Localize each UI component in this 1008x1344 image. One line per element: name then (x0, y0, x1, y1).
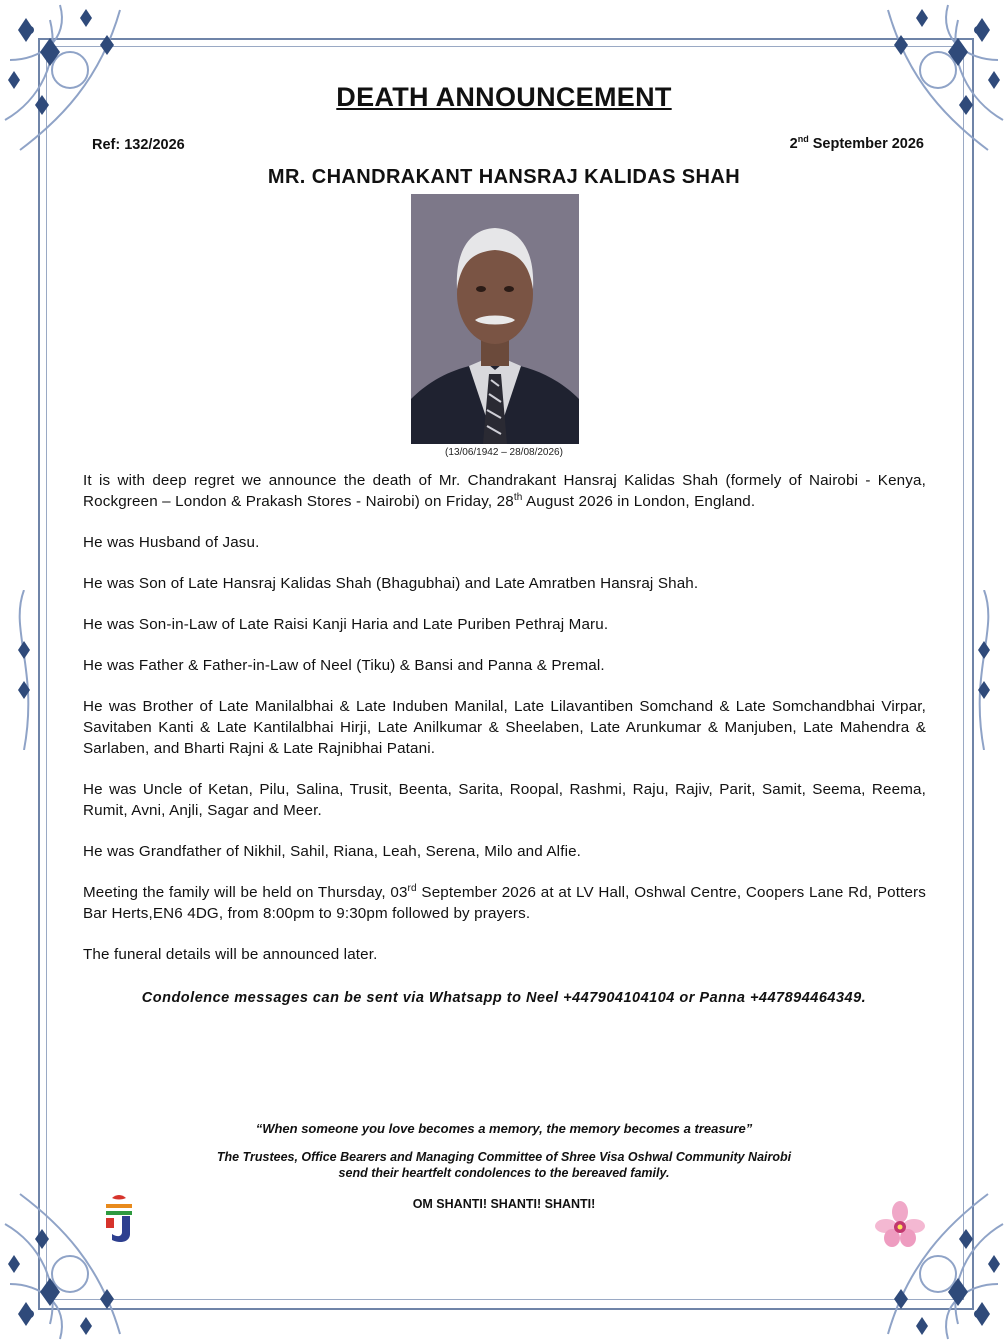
paragraph-in-laws: He was Son-in-Law of Late Raisi Kanji Haria and Late Puriben Pethraj Maru. (83, 616, 609, 633)
paragraph-siblings: He was Brother of Late Manilalbhai & Late Induben Manilal, Late Lilavantiben Somchand & Late Somchandbhai Virpar, Savitaben Kanti & Late Kantilalbhai Hirji, Late Anilkumar & Sheelaben, Late Arunkumar & Manjuben, Late Mahendra & Sarlaben, and Bharti Rajni & Late Rajnibhai Patani. (83, 698, 926, 757)
paragraph-meeting: Meeting the family will be held on Thursday, 03rd September 2026 at at LV Hall, Oshwal Centre, Coopers Lane Rd, Potters Bar Herts,EN6 4DG, from 8:00pm to 9:30pm followed by prayers. (83, 882, 926, 922)
deceased-name: MR. CHANDRAKANT HANSRAJ KALIDAS SHAH (267, 166, 741, 188)
paragraph-parents: He was Son of Late Hansraj Kalidas Shah (Bhagubhai) and Late Amratben Hansraj Shah. (83, 575, 699, 592)
life-dates: (13/06/1942 – 28/08/2026) (445, 447, 563, 458)
trustees-line: The Trustees, Office Bearers and Managing Committee of Shree Visa Oshwal Community Nairobi (216, 1150, 792, 1164)
memorial-quote: “When someone you love becomes a memory, the memory becomes a treasure” (255, 1121, 753, 1136)
portrait-photo (411, 194, 579, 444)
paragraph-funeral: The funeral details will be announced later. (83, 946, 378, 963)
paragraph-nephews-nieces: He was Uncle of Ketan, Pilu, Salina, Trusit, Beenta, Sarita, Roopal, Rashmi, Raju, Rajiv, Parit, Samit, Seema, Reema, Rumit, Avni, Anjli, Sagar and Meer. (83, 781, 926, 819)
trustees-line: send their heartfelt condolences to the bereaved family. (338, 1166, 670, 1180)
paragraph-grandchildren: He was Grandfather of Nikhil, Sahil, Riana, Leah, Serena, Milo and Alfie. (83, 843, 582, 860)
paragraph-children: He was Father & Father-in-Law of Neel (Tiku) & Bansi and Panna & Premal. (83, 657, 605, 674)
om-shanti: OM SHANTI! SHANTI! SHANTI! (412, 1197, 596, 1211)
announcement-date: 2nd September 2026 (789, 134, 924, 152)
orchid-flower-icon (874, 1200, 926, 1248)
community-logo-icon (100, 1194, 138, 1246)
reference-number: Ref: 132/2026 (92, 137, 185, 153)
side-ornament-icon (4, 590, 44, 750)
paragraph-announcement: It is with deep regret we announce the death of Mr. Chandrakant Hansraj Kalidas Shah (formely of Nairobi - Kenya, Rockgreen – London & Prakash Stores - Nairobi) on Friday, 28th August 2026 in London, England. (83, 472, 926, 510)
paragraph-spouse: He was Husband of Jasu. (83, 534, 260, 551)
trustees-message (0, 1149, 1008, 1181)
announcement-body (83, 470, 926, 985)
condolence-contact: Condolence messages can be sent via Whatsapp to Neel +447904104104 or Panna +447894464349. (141, 990, 867, 1006)
side-ornament-icon (964, 590, 1004, 750)
page-title: DEATH ANNOUNCEMENT (336, 82, 672, 112)
